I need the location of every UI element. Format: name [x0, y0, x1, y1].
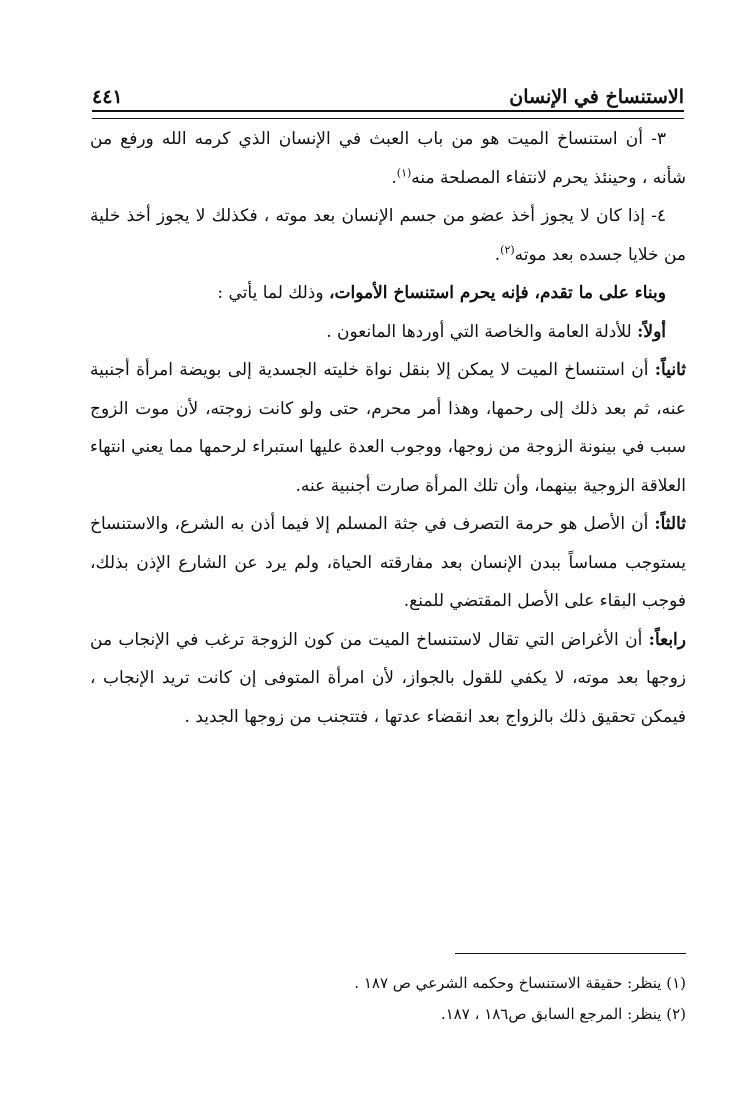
reason-third — [90, 505, 686, 621]
reason-second — [90, 351, 686, 505]
reason-fourth — [90, 621, 686, 737]
reason-third-text: أن الأصل هو حرمة التصرف في جثة المسلم إلا فيما أذن به الشرع، والاستنساخ يستوجب مساساً ببدن الإنسان بعد مفارقته الحياة، ولم يرد عن الشارع الإذن بذلك، فوجب البقاء على الأصل المقتضي للمنع. — [90, 514, 686, 611]
reason-fourth-text: أن الأغراض التي تقال لاستنساخ الميت من كون الزوجة ترغب في الإنجاب من زوجها بعد موته، لا يكفي للقول بالجواز، لأن امرأة المتوفى إن كانت تريد الإنجاب ، فيمكن تحقيق ذلك بالزواج بعد انقضاء عدتها ، فتتجنب من زوجها الجديد . — [90, 629, 686, 727]
footnote-ref-2: (٢) — [500, 242, 515, 256]
footnote-2: (٢) ينظر: المرجع السابق ص١٨٦ ، ١٨٧. — [440, 1005, 686, 1023]
reason-second-label: ثانياً: — [654, 360, 686, 380]
page-header — [92, 74, 684, 108]
conclusion-rest: وذلك لما يأتي : — [217, 283, 329, 303]
reason-first-label: أولاً: — [637, 321, 666, 342]
paragraph-3-text: ٣- أن استنساخ الميت هو من باب العبث في الإنسان الذي كرمه الله ورفع من شأنه ، وحينئذ يحرم لانتفاء المصلحة منه — [90, 129, 686, 188]
footnotes — [160, 968, 686, 1030]
page-number: ٤٤١ — [92, 86, 123, 108]
paragraph-4-text: ٤- إذا كان لا يجوز أخذ عضو من جسم الإنسان بعد موته ، فكذلك لا يجوز أخذ خلية من خلايا جسده بعد موته — [90, 206, 686, 265]
paragraph-4-end: . — [494, 244, 501, 265]
reason-first — [90, 313, 686, 352]
footnote-separator — [455, 953, 686, 954]
reason-fourth-label: رابعاً: — [648, 629, 686, 650]
reason-first-text: للأدلة العامة والخاصة التي أوردها المانعون . — [326, 321, 638, 342]
reason-second-text: أن استنساخ الميت لا يمكن إلا بنقل نواة خليته الجسدية إلى بويضة امرأة أجنبية عنه، ثم بعد ذلك إلى رحمها، وهذا أمر محرم، حتى ولو كانت زوجته، لأن موت الزوج سبب في بينونة الزوجة من زوجها، ووجوب العدة عليها استبراء لرحمها مما يعني انتهاء العلاقة الزوجية بينهما، وأن تلك المرأة صارت أجنبية عنه. — [90, 360, 686, 496]
running-title: الاستنساخ في الإنسان — [509, 86, 684, 108]
paragraph-3 — [90, 120, 686, 197]
conclusion-bold: وبناء على ما تقدم، فإنه يحرم استنساخ الأموات، — [329, 283, 666, 303]
paragraph-3-end: . — [391, 167, 397, 188]
reason-third-label: ثالثاً: — [654, 514, 686, 534]
paragraph-4 — [90, 197, 686, 274]
header-rule — [92, 110, 684, 119]
footnote-ref-1: (١) — [396, 165, 412, 179]
conclusion-paragraph — [90, 274, 686, 313]
footnote-1: (١) ينظر: حقيقة الاستنساخ وحكمه الشرعي ص ١٨٧ . — [354, 974, 686, 992]
body-text — [90, 120, 686, 736]
